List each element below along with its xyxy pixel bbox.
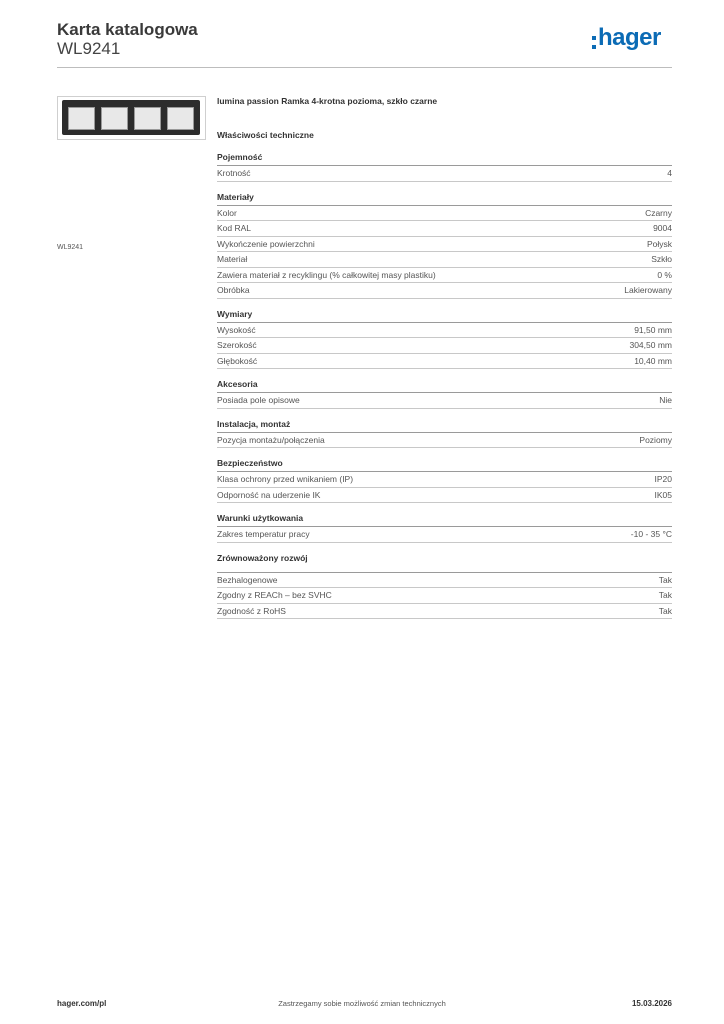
section-heading: Instalacja, montaż xyxy=(217,419,672,433)
section-heading: Materiały xyxy=(217,192,672,206)
spec-row xyxy=(217,588,672,604)
spec-section xyxy=(217,458,672,503)
spec-section xyxy=(217,419,672,449)
spec-value: IK05 xyxy=(654,489,672,500)
spec-row xyxy=(217,221,672,237)
spec-label: Bezhalogenowe xyxy=(217,574,278,585)
spec-value: Połysk xyxy=(646,238,672,249)
spec-label: Posiada pole opisowe xyxy=(217,395,300,405)
spec-section xyxy=(217,309,672,370)
spec-section xyxy=(217,553,672,620)
spec-row xyxy=(217,527,672,543)
spec-value: Czarny xyxy=(645,207,672,218)
spec-row xyxy=(217,472,672,488)
spec-label: Obróbka xyxy=(217,285,250,295)
section-heading: Zrównoważony rozwój xyxy=(217,552,308,563)
logo-text: hager xyxy=(598,24,661,51)
section-heading: Pojemność xyxy=(217,152,672,166)
spec-row xyxy=(217,268,672,284)
spec-value: Tak xyxy=(658,605,672,616)
spec-label: Pozycja montażu/połączenia xyxy=(217,434,325,445)
spec-label: Szerokość xyxy=(217,340,257,350)
image-caption: WL9241 xyxy=(57,244,84,251)
hager-logo xyxy=(592,26,661,58)
spec-section xyxy=(217,513,672,543)
spec-label: Zgodność z RoHS xyxy=(217,605,286,616)
spec-row xyxy=(217,488,672,504)
spec-row xyxy=(217,354,672,370)
spec-row xyxy=(217,573,672,589)
spec-value: Szkło xyxy=(651,254,672,264)
spec-value: 10,40 mm xyxy=(634,355,672,366)
spec-value: 91,50 mm xyxy=(634,324,672,335)
spec-label: Zakres temperatur pracy xyxy=(217,529,310,539)
header-divider xyxy=(57,67,672,68)
section-heading: Wymiary xyxy=(217,309,672,323)
tech-heading: Właściwości techniczne xyxy=(217,130,314,140)
footer-disclaimer: Zastrzegamy sobie możliwość zmian technicznych xyxy=(278,999,446,1008)
spec-value: -10 - 35 °C xyxy=(630,529,672,539)
spec-sections xyxy=(217,152,672,619)
spec-section xyxy=(217,192,672,299)
document-title: Karta katalogowa xyxy=(57,20,198,39)
spec-value: Lakierowany xyxy=(624,285,672,295)
spec-label: Wysokość xyxy=(217,324,256,335)
spec-row xyxy=(217,433,672,449)
spec-label: Kolor xyxy=(217,207,237,218)
spec-label: Wykończenie powierzchni xyxy=(217,238,315,249)
logo-dots-icon xyxy=(592,36,596,49)
spec-value: 9004 xyxy=(653,223,672,233)
spec-value: 4 xyxy=(667,168,672,178)
spec-label: Odporność na uderzenie IK xyxy=(217,489,321,500)
spec-section xyxy=(217,152,672,182)
section-heading: Bezpieczeństwo xyxy=(217,458,672,472)
spec-content xyxy=(217,96,672,629)
product-code: WL9241 xyxy=(57,39,121,58)
section-heading: Warunki użytkowania xyxy=(217,513,672,527)
spec-label: Zawiera materiał z recyklingu (% całkowitej masy plastiku) xyxy=(217,269,436,280)
spec-label: Zgodny z REACh – bez SVHC xyxy=(217,590,332,600)
spec-label: Kod RAL xyxy=(217,223,252,233)
spec-section xyxy=(217,379,672,409)
spec-row xyxy=(217,604,672,620)
spec-value: Nie xyxy=(659,395,672,405)
spec-value: Tak xyxy=(658,590,672,600)
spec-row xyxy=(217,252,672,268)
spec-row xyxy=(217,393,672,409)
spec-row xyxy=(217,323,672,339)
section-heading: Akcesoria xyxy=(217,379,672,393)
footer-date: 15.03.2026 xyxy=(631,999,672,1008)
spec-value: 304,50 mm xyxy=(629,340,672,350)
product-title: lumina passion Ramka 4-krotna pozioma, szkło czarne xyxy=(217,96,438,106)
product-image xyxy=(57,96,206,140)
spec-value: 0 % xyxy=(657,269,672,280)
spec-value: IP20 xyxy=(654,474,672,484)
spec-row xyxy=(217,237,672,253)
spec-label: Klasa ochrony przed wnikaniem (IP) xyxy=(217,474,354,484)
spec-row xyxy=(217,206,672,222)
spec-label: Materiał xyxy=(217,254,248,264)
spec-label: Krotność xyxy=(217,168,251,178)
spec-label: Głębokość xyxy=(217,355,258,366)
footer-website: hager.com/pl xyxy=(57,999,107,1008)
spec-row xyxy=(217,338,672,354)
spec-value: Poziomy xyxy=(639,434,672,445)
spec-row xyxy=(217,166,672,182)
frame-4-gang-icon xyxy=(62,100,200,135)
spec-value: Tak xyxy=(658,574,672,585)
spec-row xyxy=(217,283,672,299)
